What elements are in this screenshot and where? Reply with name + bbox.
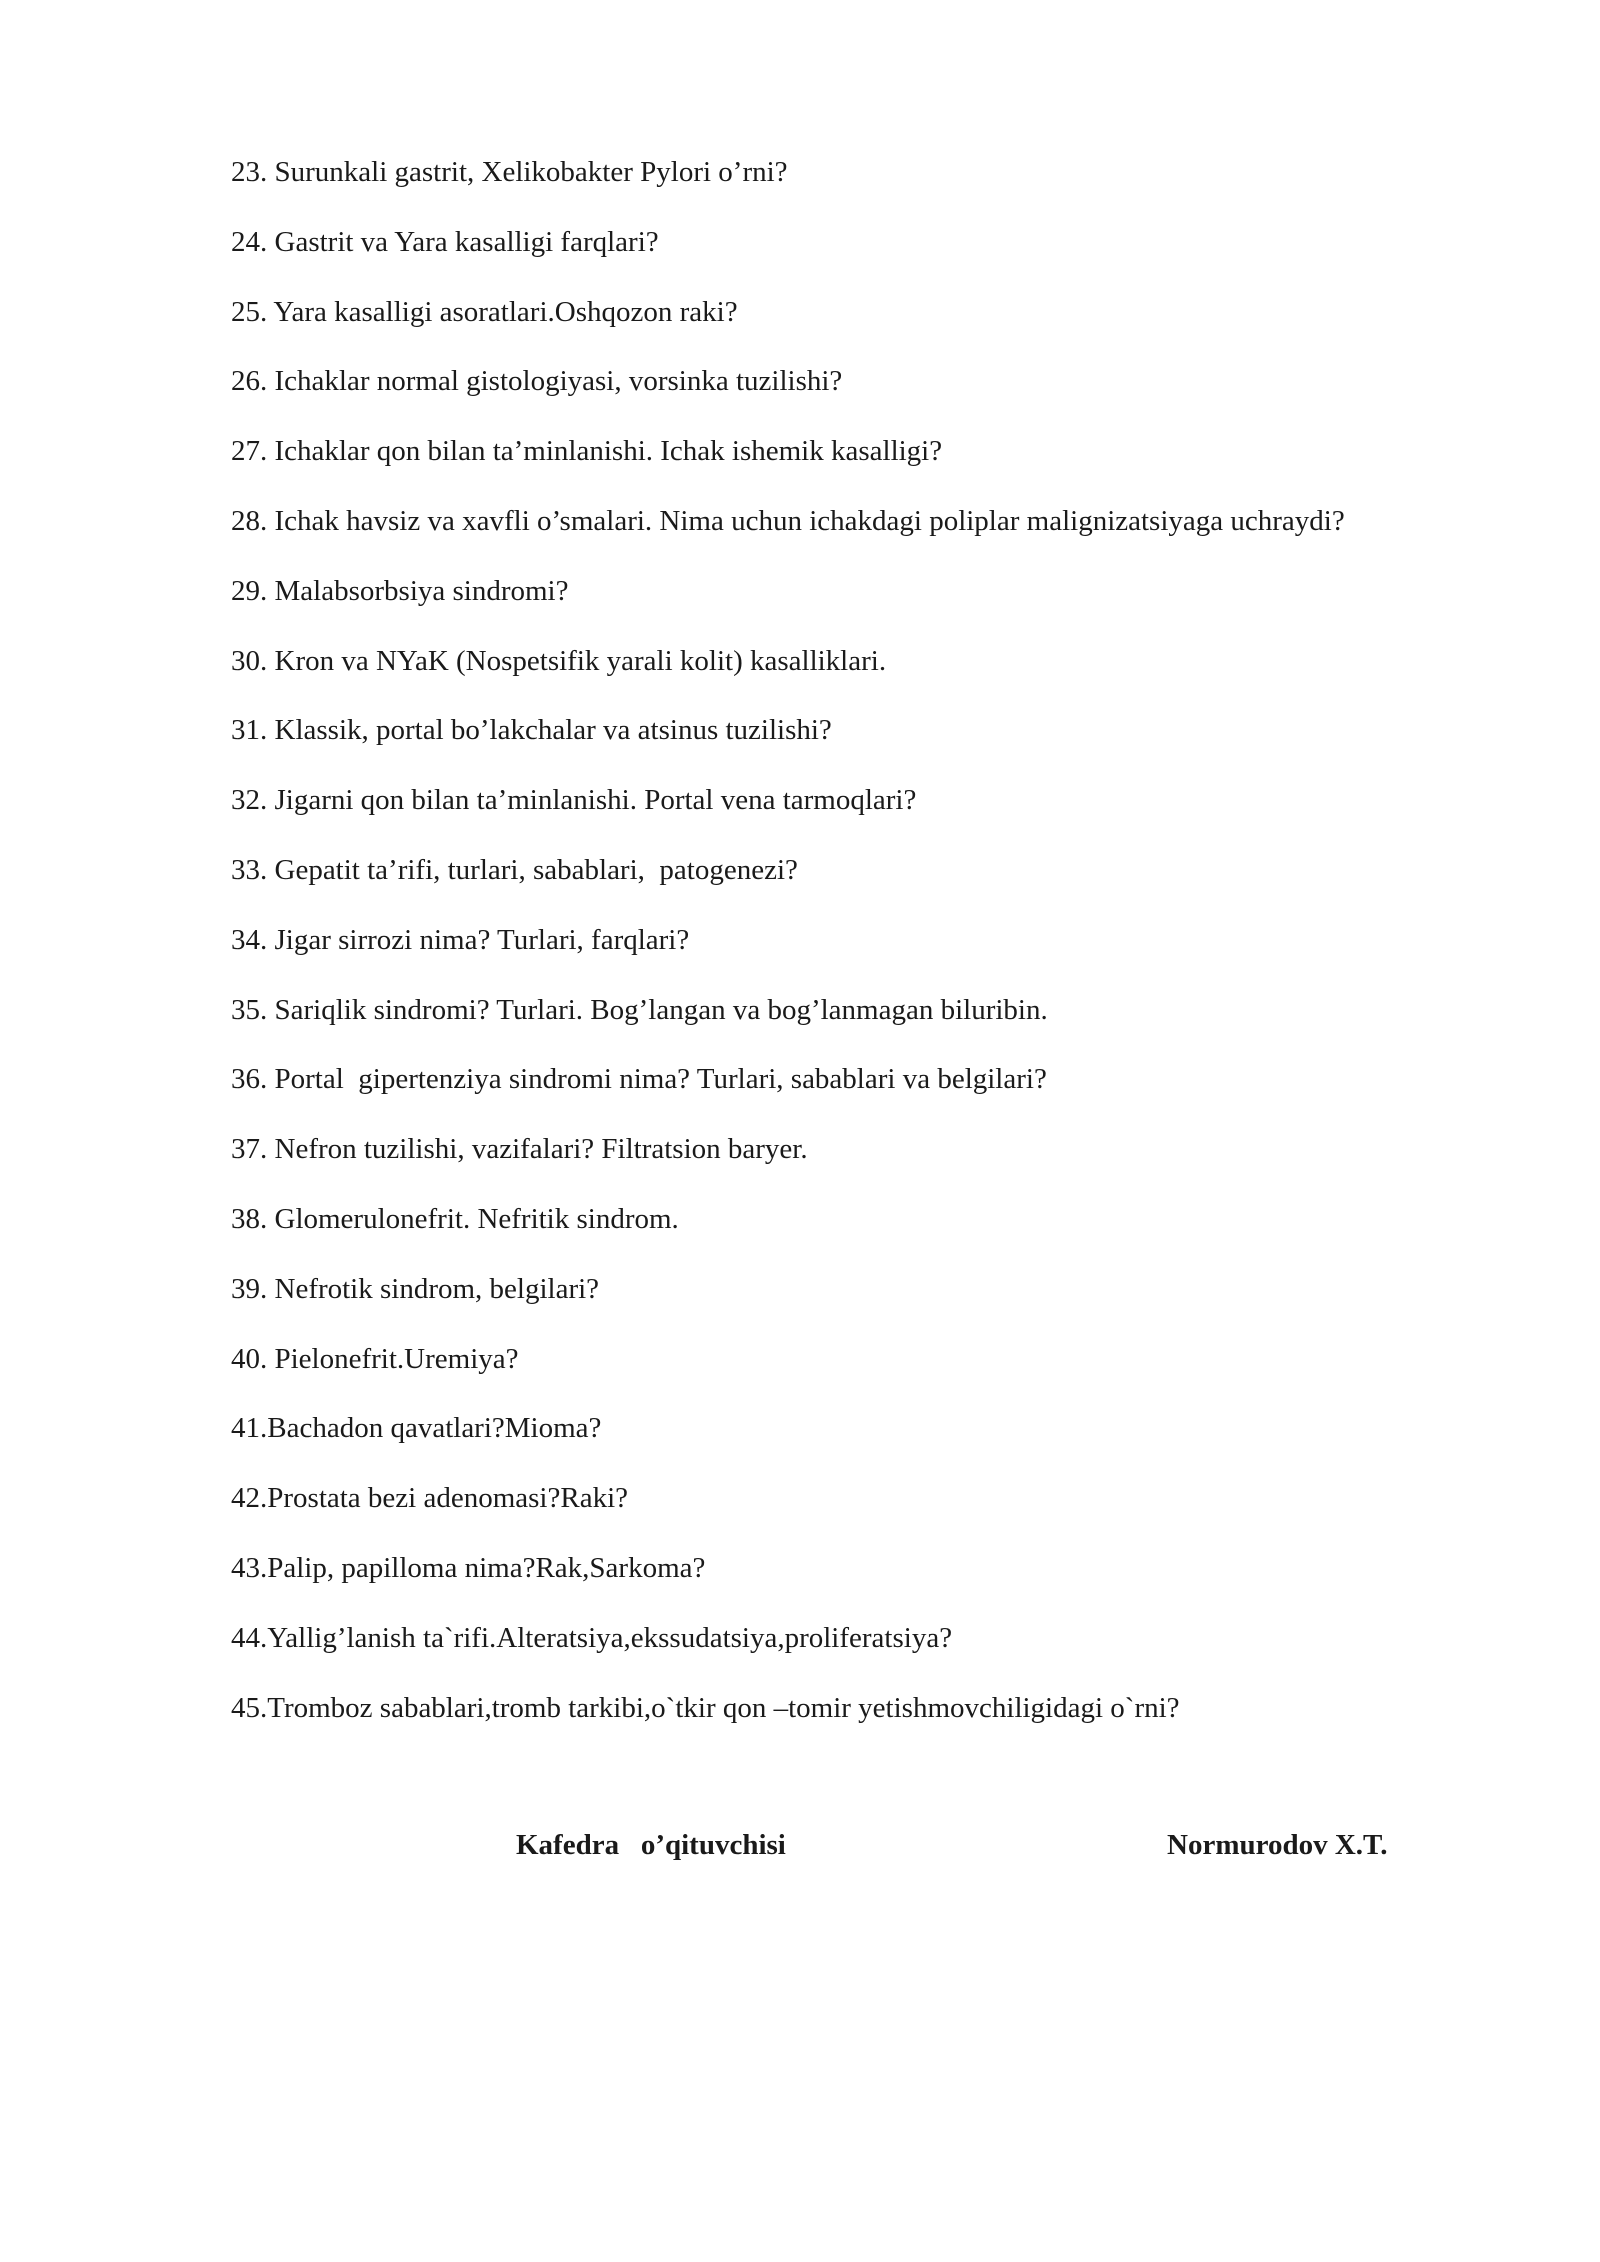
question-item: 29. Malabsorbsiya sindromi? <box>231 574 569 607</box>
question-item: 32. Jigarni qon bilan ta’minlanishi. Portal vena tarmoqlari? <box>231 784 917 817</box>
question-item: 36. Portal gipertenziya sindromi nima? Turlari, sabablari va belgilari? <box>231 1063 1047 1096</box>
question-item: 35. Sariqlik sindromi? Turlari. Bog’langan va bog’lanmagan biluribin. <box>231 993 1048 1026</box>
question-list <box>231 148 1571 1753</box>
question-item: 33. Gepatit ta’rifi, turlari, sabablari, patogenezi? <box>231 853 798 886</box>
question-item: 26. Ichaklar normal gistologiyasi, vorsinka tuzilishi? <box>231 365 843 398</box>
question-item: 25. Yara kasalligi asoratlari.Oshqozon raki? <box>231 295 738 328</box>
question-item: 45.Tromboz sabablari,tromb tarkibi,o`tkir qon –tomir yetishmovchiligidagi o`rni? <box>231 1691 1180 1724</box>
question-item: 38. Glomerulonefrit. Nefritik sindrom. <box>231 1202 679 1235</box>
question-item: 39. Nefrotik sindrom, belgilari? <box>231 1272 600 1305</box>
question-item: 28. Ichak havsiz va xavfli o’smalari. Nima uchun ichakdagi poliplar malignizatsiyaga uchraydi? <box>231 504 1345 537</box>
question-item: 30. Kron va NYaK (Nospetsifik yarali kolit) kasalliklari. <box>231 644 887 677</box>
question-item: 27. Ichaklar qon bilan ta’minlanishi. Ichak ishemik kasalligi? <box>231 435 943 468</box>
question-item: 42.Prostata bezi adenomasi?Raki? <box>231 1482 629 1515</box>
question-item: 43.Palip, papilloma nima?Rak,Sarkoma? <box>231 1551 706 1584</box>
question-item: 44.Yallig’lanish ta`rifi.Alteratsiya,ekssudatsiya,proliferatsiya? <box>231 1621 953 1654</box>
signature-name: Normurodov X.T. <box>1167 1829 1388 1861</box>
question-item: 41.Bachadon qavatlari?Mioma? <box>231 1412 602 1445</box>
signature-role: Kafedra o’qituvchisi <box>516 1829 786 1861</box>
question-item: 24. Gastrit va Yara kasalligi farqlari? <box>231 225 659 258</box>
question-item: 31. Klassik, portal bo’lakchalar va atsinus tuzilishi? <box>231 714 832 747</box>
question-item: 40. Pielonefrit.Uremiya? <box>231 1342 519 1375</box>
question-item: 34. Jigar sirrozi nima? Turlari, farqlari? <box>231 923 690 956</box>
question-item: 23. Surunkali gastrit, Xelikobakter Pylori o’rni? <box>231 156 788 188</box>
question-item: 37. Nefron tuzilishi, vazifalari? Filtratsion baryer. <box>231 1133 808 1166</box>
